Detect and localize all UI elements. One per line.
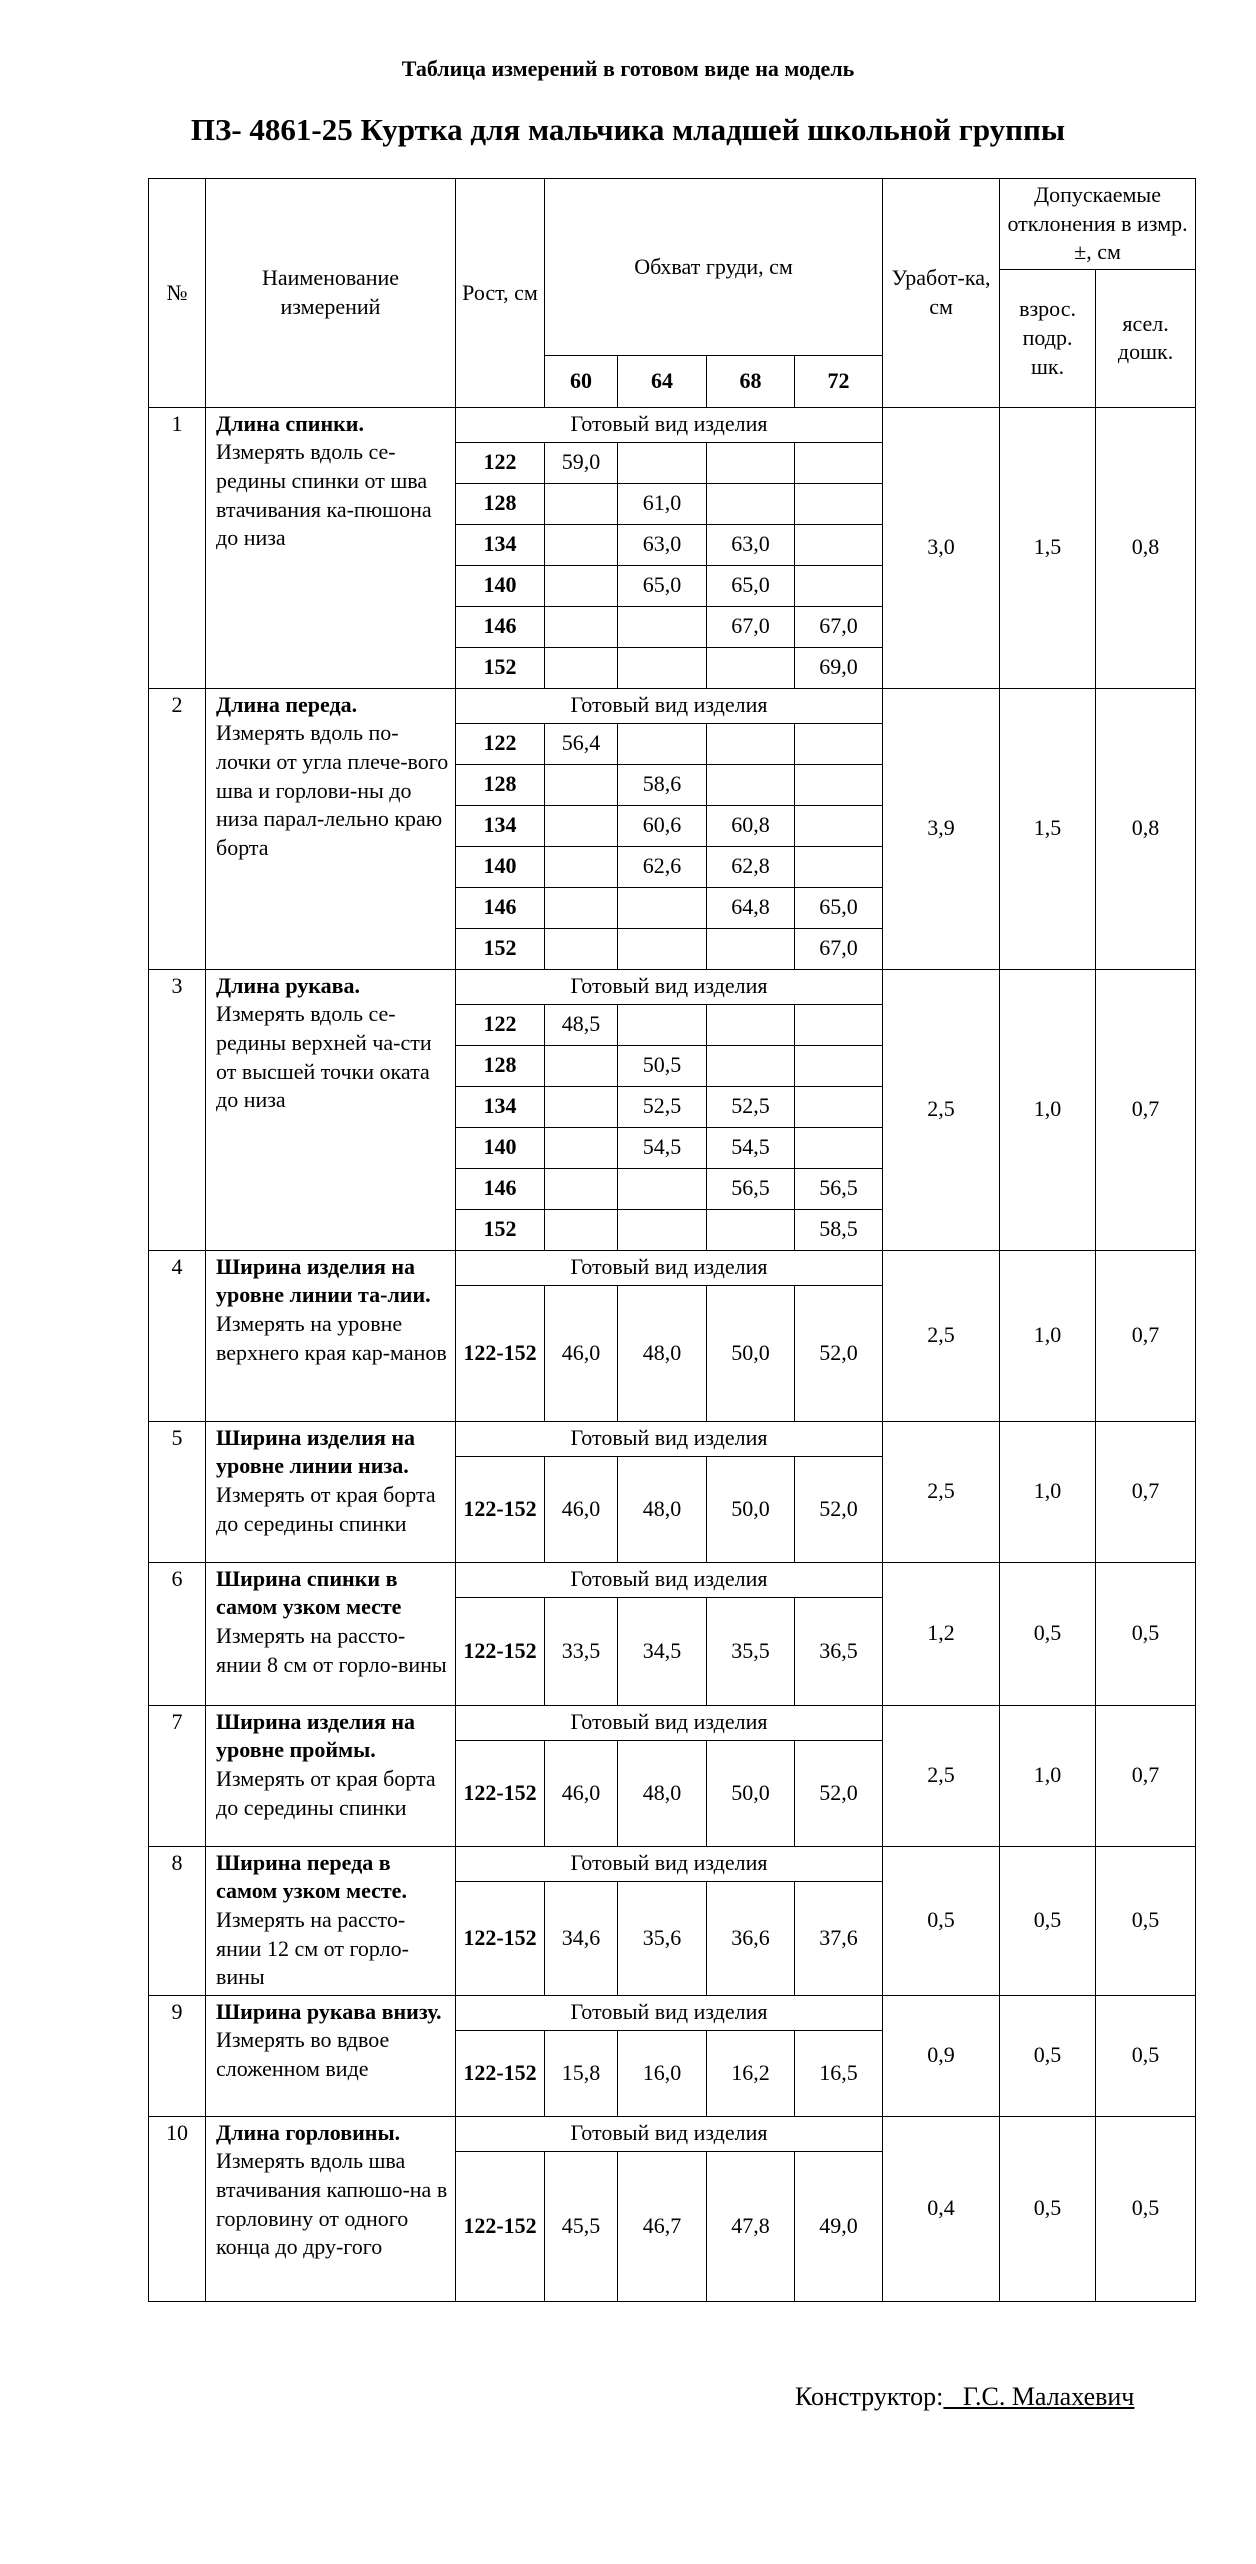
measurement-value: 64,8 (707, 887, 795, 928)
adult-tolerance-value: 1,5 (1000, 407, 1096, 688)
measurement-name (206, 969, 456, 1250)
measurement-description: Измерять от края борта до середины спинки (216, 1481, 436, 1536)
height-value: 146 (456, 606, 545, 647)
height-value: 128 (456, 764, 545, 805)
measurement-value (795, 442, 883, 483)
measurement-value (545, 483, 618, 524)
measurement-value (795, 565, 883, 606)
measurement-value (795, 764, 883, 805)
section-label: Готовый вид изделия (456, 1705, 883, 1740)
height-value: 140 (456, 565, 545, 606)
row-number: 4 (149, 1250, 206, 1421)
measurement-value: 52,0 (795, 1456, 883, 1562)
height-range: 122-152 (456, 1597, 545, 1705)
header-rost: Рост, см (456, 179, 545, 408)
measurement-value: 35,6 (618, 1881, 707, 1995)
urabotka-value: 3,0 (883, 407, 1000, 688)
measurement-value (545, 887, 618, 928)
urabotka-value: 0,9 (883, 1995, 1000, 2116)
measurement-value (707, 764, 795, 805)
measurement-value: 58,6 (618, 764, 707, 805)
measurement-value: 56,5 (707, 1168, 795, 1209)
measurement-title: Длина переда. (216, 691, 358, 717)
header-name: Наименование измерений (206, 179, 456, 408)
measurement-value: 16,2 (707, 2030, 795, 2116)
measurement-title: Длина горловины. (216, 2119, 401, 2145)
measurement-value: 52,5 (618, 1086, 707, 1127)
measurement-value (618, 1168, 707, 1209)
measurement-description: Измерять на рассто-янии 8 см от горло-вины (216, 1622, 447, 1677)
measurement-value (795, 1086, 883, 1127)
measurement-value: 58,5 (795, 1209, 883, 1250)
measurement-row (149, 1250, 1196, 1285)
measurement-value (795, 723, 883, 764)
measurement-value: 34,5 (618, 1597, 707, 1705)
section-label: Готовый вид изделия (456, 688, 883, 723)
measurement-value (707, 1209, 795, 1250)
measurement-value (795, 846, 883, 887)
section-label: Готовый вид изделия (456, 1995, 883, 2030)
measurement-value: 56,4 (545, 723, 618, 764)
measurement-value: 62,6 (618, 846, 707, 887)
measurement-title: Длина рукава. (216, 972, 360, 998)
measurement-value: 65,0 (795, 887, 883, 928)
urabotka-value: 1,2 (883, 1562, 1000, 1705)
preschool-tolerance-value: 0,7 (1096, 1705, 1196, 1846)
measurement-value: 56,5 (795, 1168, 883, 1209)
measurement-description: Измерять вдоль се-редины спинки от шва втачивания ка-пюшона до низа (216, 439, 432, 551)
height-value: 140 (456, 846, 545, 887)
measurement-title: Ширина изделия на уровне линии низа. (216, 1424, 416, 1479)
height-value: 128 (456, 483, 545, 524)
measurement-value (795, 1045, 883, 1086)
measurement-name (206, 1421, 456, 1562)
height-range: 122-152 (456, 1285, 545, 1421)
measurement-value (795, 483, 883, 524)
measurement-value: 46,7 (618, 2151, 707, 2301)
urabotka-value: 2,5 (883, 1250, 1000, 1421)
row-number: 3 (149, 969, 206, 1250)
signature-name: Г.С. Малахевич (943, 2382, 1135, 2411)
measurements-table (148, 178, 1196, 2302)
measurement-value (618, 606, 707, 647)
measurement-value: 46,0 (545, 1740, 618, 1846)
measurement-value: 33,5 (545, 1597, 618, 1705)
height-range: 122-152 (456, 2030, 545, 2116)
measurement-value (618, 442, 707, 483)
measurement-value: 45,5 (545, 2151, 618, 2301)
section-label: Готовый вид изделия (456, 1421, 883, 1456)
row-number: 2 (149, 688, 206, 969)
header-num: № (149, 179, 206, 408)
measurement-row (149, 1995, 1196, 2030)
urabotka-value: 2,5 (883, 1421, 1000, 1562)
measurement-value (545, 805, 618, 846)
measurement-value: 54,5 (707, 1127, 795, 1168)
row-number: 6 (149, 1562, 206, 1705)
measurement-value (707, 723, 795, 764)
measurement-row (149, 1705, 1196, 1740)
urabotka-value: 3,9 (883, 688, 1000, 969)
height-value: 134 (456, 1086, 545, 1127)
height-range: 122-152 (456, 1456, 545, 1562)
measurement-name (206, 1995, 456, 2116)
measurement-value: 35,5 (707, 1597, 795, 1705)
height-range: 122-152 (456, 1881, 545, 1995)
preschool-tolerance-value: 0,8 (1096, 688, 1196, 969)
measurement-value: 52,5 (707, 1086, 795, 1127)
measurement-description: Измерять на уровне верхнего края кар-манов (216, 1310, 447, 1365)
measurement-value (618, 887, 707, 928)
measurement-value (618, 928, 707, 969)
measurement-name (206, 1705, 456, 1846)
measurement-value: 67,0 (795, 606, 883, 647)
header-urabotka: Уработ-ка, см (883, 179, 1000, 408)
height-value: 152 (456, 928, 545, 969)
adult-tolerance-value: 1,0 (1000, 1250, 1096, 1421)
size-header: 60 (545, 355, 618, 407)
measurement-value (618, 723, 707, 764)
size-header: 72 (795, 355, 883, 407)
measurement-name (206, 407, 456, 688)
measurement-value: 61,0 (618, 483, 707, 524)
header-adult-tolerance: взрос. подр. шк. (1000, 269, 1096, 407)
measurement-value: 60,6 (618, 805, 707, 846)
measurement-value (545, 1168, 618, 1209)
measurement-value (707, 1045, 795, 1086)
measurement-value: 60,8 (707, 805, 795, 846)
preschool-tolerance-value: 0,7 (1096, 969, 1196, 1250)
section-label: Готовый вид изделия (456, 969, 883, 1004)
measurement-row (149, 969, 1196, 1004)
measurement-value (545, 565, 618, 606)
measurement-description: Измерять вдоль се-редины верхней ча-сти от высшей точки оката до низа (216, 1001, 432, 1113)
document-subtitle: Таблица измерений в готовом виде на модель (401, 56, 855, 81)
adult-tolerance-value: 0,5 (1000, 1562, 1096, 1705)
measurement-value: 69,0 (795, 647, 883, 688)
measurement-name (206, 2116, 456, 2301)
measurement-description: Измерять во вдвое сложенном виде (216, 2027, 390, 2081)
measurement-description: Измерять на рассто-янии 12 см от горло-вины (216, 1906, 409, 1990)
measurement-row (149, 407, 1196, 442)
adult-tolerance-value: 0,5 (1000, 1995, 1096, 2116)
measurement-value: 52,0 (795, 1285, 883, 1421)
measurement-description: Измерять от края борта до середины спинки (216, 1765, 436, 1820)
adult-tolerance-value: 0,5 (1000, 1846, 1096, 1995)
measurement-value (795, 805, 883, 846)
measurement-row (149, 688, 1196, 723)
preschool-tolerance-value: 0,5 (1096, 1846, 1196, 1995)
urabotka-value: 0,5 (883, 1846, 1000, 1995)
measurement-value: 48,0 (618, 1285, 707, 1421)
preschool-tolerance-value: 0,7 (1096, 1250, 1196, 1421)
measurement-value: 48,5 (545, 1004, 618, 1045)
row-number: 8 (149, 1846, 206, 1995)
row-number: 7 (149, 1705, 206, 1846)
measurement-title: Ширина изделия на уровне проймы. (216, 1708, 416, 1763)
measurement-value (545, 1045, 618, 1086)
height-value: 152 (456, 1209, 545, 1250)
measurement-title: Ширина переда в самом узком месте. (216, 1849, 407, 1904)
height-range: 122-152 (456, 1740, 545, 1846)
measurement-value (618, 1209, 707, 1250)
measurement-value: 36,5 (795, 1597, 883, 1705)
measurement-value: 15,8 (545, 2030, 618, 2116)
measurement-value: 50,0 (707, 1285, 795, 1421)
document-title: ПЗ- 4861-25 Куртка для мальчика младшей школьной группы (190, 112, 1066, 147)
measurement-value: 50,0 (707, 1456, 795, 1562)
height-value: 134 (456, 524, 545, 565)
measurement-value: 67,0 (707, 606, 795, 647)
section-label: Готовый вид изделия (456, 1250, 883, 1285)
row-number: 9 (149, 1995, 206, 2116)
measurement-value (545, 606, 618, 647)
measurement-value (545, 1209, 618, 1250)
measurement-title: Ширина спинки в самом узком месте (216, 1565, 402, 1620)
measurement-value: 46,0 (545, 1456, 618, 1562)
measurement-value: 34,6 (545, 1881, 618, 1995)
measurement-name (206, 688, 456, 969)
signature (795, 2382, 1134, 2412)
header-chest-girth: Обхват груди, см (545, 179, 883, 356)
measurement-value: 63,0 (618, 524, 707, 565)
preschool-tolerance-value: 0,8 (1096, 407, 1196, 688)
urabotka-value: 2,5 (883, 1705, 1000, 1846)
measurement-value: 16,5 (795, 2030, 883, 2116)
height-value: 152 (456, 647, 545, 688)
measurement-value (795, 524, 883, 565)
height-value: 146 (456, 1168, 545, 1209)
measurement-value (707, 647, 795, 688)
adult-tolerance-value: 1,0 (1000, 1705, 1096, 1846)
measurement-value: 65,0 (707, 565, 795, 606)
measurement-value (545, 1127, 618, 1168)
section-label: Готовый вид изделия (456, 2116, 883, 2151)
measurement-value: 37,6 (795, 1881, 883, 1995)
measurement-value: 16,0 (618, 2030, 707, 2116)
measurement-title: Длина спинки. (216, 410, 364, 436)
measurement-value: 50,0 (707, 1740, 795, 1846)
measurement-value (795, 1127, 883, 1168)
measurement-value: 52,0 (795, 1740, 883, 1846)
measurement-value (618, 1004, 707, 1045)
measurement-value: 50,5 (618, 1045, 707, 1086)
row-number: 5 (149, 1421, 206, 1562)
measurement-row (149, 2116, 1196, 2151)
preschool-tolerance-value: 0,5 (1096, 1995, 1196, 2116)
height-value: 146 (456, 887, 545, 928)
measurement-value: 54,5 (618, 1127, 707, 1168)
measurement-value (795, 1004, 883, 1045)
preschool-tolerance-value: 0,5 (1096, 1562, 1196, 1705)
signature-label: Конструктор: (795, 2382, 944, 2411)
measurement-value: 62,8 (707, 846, 795, 887)
preschool-tolerance-value: 0,7 (1096, 1421, 1196, 1562)
measurement-value: 36,6 (707, 1881, 795, 1995)
section-label: Готовый вид изделия (456, 1562, 883, 1597)
height-value: 122 (456, 1004, 545, 1045)
measurement-value (707, 928, 795, 969)
measurement-value (545, 846, 618, 887)
measurement-title: Ширина рукава внизу. (216, 1998, 442, 2024)
row-number: 10 (149, 2116, 206, 2301)
section-label: Готовый вид изделия (456, 1846, 883, 1881)
measurement-value: 67,0 (795, 928, 883, 969)
measurement-value (545, 928, 618, 969)
urabotka-value: 0,4 (883, 2116, 1000, 2301)
adult-tolerance-value: 0,5 (1000, 2116, 1096, 2301)
adult-tolerance-value: 1,0 (1000, 969, 1096, 1250)
height-value: 134 (456, 805, 545, 846)
measurement-row (149, 1562, 1196, 1597)
measurement-value (707, 1004, 795, 1045)
height-value: 122 (456, 723, 545, 764)
size-header: 68 (707, 355, 795, 407)
height-value: 140 (456, 1127, 545, 1168)
measurement-value: 59,0 (545, 442, 618, 483)
measurement-name (206, 1562, 456, 1705)
size-header: 64 (618, 355, 707, 407)
header-tolerance: Допускаемые отклонения в измр. ±, см (1000, 179, 1196, 270)
measurement-description: Измерять вдоль шва втачивания капюшо-на в горловину от одного конца до дру-гого (216, 2148, 448, 2260)
measurement-value: 65,0 (618, 565, 707, 606)
measurement-name (206, 1250, 456, 1421)
measurement-value (545, 764, 618, 805)
measurement-description: Измерять вдоль по-лочки от угла плече-вого шва и горлови-ны до низа парал-лельно краю борта (216, 720, 449, 860)
measurement-value (707, 483, 795, 524)
height-value: 128 (456, 1045, 545, 1086)
measurement-value: 46,0 (545, 1285, 618, 1421)
adult-tolerance-value: 1,0 (1000, 1421, 1096, 1562)
measurement-value: 63,0 (707, 524, 795, 565)
measurement-value: 49,0 (795, 2151, 883, 2301)
measurement-row (149, 1421, 1196, 1456)
measurement-value (545, 524, 618, 565)
measurement-title: Ширина изделия на уровне линии та-лии. (216, 1253, 431, 1308)
measurement-value (618, 647, 707, 688)
header-preschool-tolerance: ясел. дошк. (1096, 269, 1196, 407)
measurement-value (707, 442, 795, 483)
urabotka-value: 2,5 (883, 969, 1000, 1250)
measurement-value (545, 1086, 618, 1127)
preschool-tolerance-value: 0,5 (1096, 2116, 1196, 2301)
adult-tolerance-value: 1,5 (1000, 688, 1096, 969)
measurement-value: 48,0 (618, 1456, 707, 1562)
measurement-value: 47,8 (707, 2151, 795, 2301)
row-number: 1 (149, 407, 206, 688)
height-value: 122 (456, 442, 545, 483)
section-label: Готовый вид изделия (456, 407, 883, 442)
measurement-row (149, 1846, 1196, 1881)
measurement-name (206, 1846, 456, 1995)
measurement-value (545, 647, 618, 688)
measurement-value: 48,0 (618, 1740, 707, 1846)
height-range: 122-152 (456, 2151, 545, 2301)
